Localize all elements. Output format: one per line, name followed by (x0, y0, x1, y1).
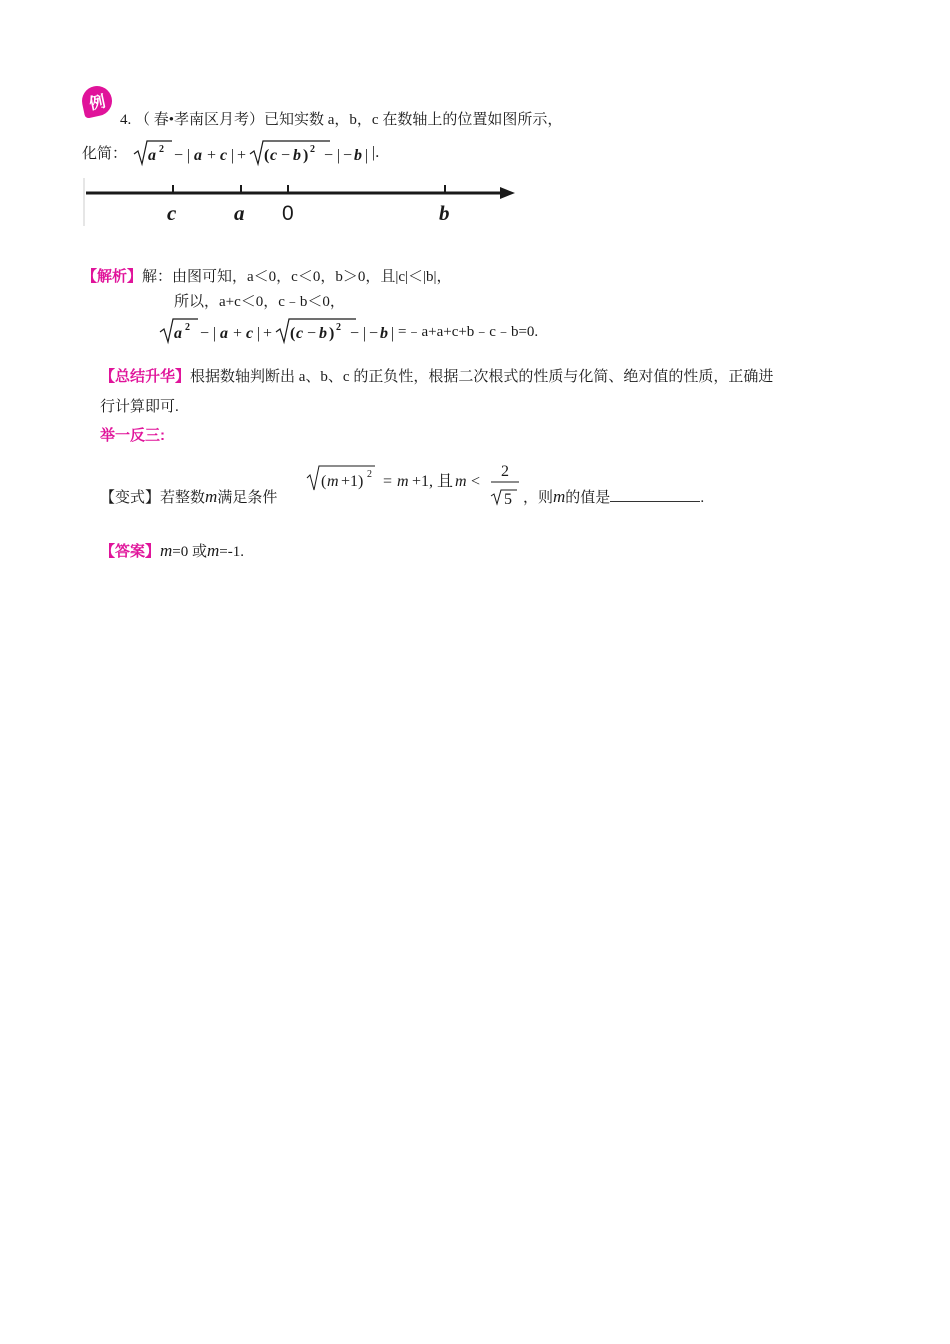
label-b: b (439, 201, 450, 225)
svg-text:−: − (324, 147, 334, 164)
svg-text:2: 2 (310, 144, 315, 155)
svg-text:−: − (350, 325, 360, 342)
svg-text:+: + (233, 325, 243, 342)
problem-statement (120, 108, 562, 129)
svg-text:+1,: +1, (412, 473, 434, 490)
analysis-tag: 【解析】 (82, 268, 143, 285)
svg-text:c: c (220, 147, 228, 164)
svg-text:−: − (369, 325, 379, 342)
label-a: a (234, 201, 245, 225)
svg-text:且: 且 (437, 473, 454, 490)
svg-text:+1): +1) (341, 473, 364, 490)
svg-text:): ) (303, 147, 309, 164)
svg-text:2: 2 (185, 322, 190, 333)
svg-text:|: | (187, 147, 191, 164)
svg-text:−: − (307, 325, 317, 342)
svg-text:−: − (200, 325, 210, 342)
svg-text:(: ( (290, 325, 296, 342)
variant-tag: 【变式】 (100, 490, 161, 506)
svg-text:|: | (365, 147, 369, 164)
svg-text:|: | (257, 325, 261, 342)
svg-text:a: a (194, 147, 202, 164)
svg-text:+: + (207, 147, 217, 164)
svg-text:+: + (237, 147, 247, 164)
variant-text-part1: 【变式】若整数m满足条件 (100, 487, 278, 506)
svg-text:a: a (220, 325, 228, 342)
svg-text:c: c (296, 325, 304, 342)
summary-line2: 行计算即可. (100, 399, 179, 415)
svg-text:c: c (246, 325, 254, 342)
svg-text:|: | (363, 325, 367, 342)
label-zero: 0 (282, 202, 294, 225)
axis-arrow (500, 187, 515, 199)
analysis-expression (158, 316, 408, 348)
svg-text:2: 2 (336, 322, 341, 333)
simplify-label: 化简： (82, 146, 128, 162)
answer-line: 【答案】m=0 或m=-1. (100, 541, 245, 560)
answer-tag: 【答案】 (100, 543, 161, 560)
analysis-line1: 【解析】解：由图可知，a＜0，c＜0，b＞0，且|c|＜|b|， (82, 268, 452, 285)
svg-text:): ) (329, 325, 335, 342)
summary-tag: 【总结升华】 (100, 368, 191, 385)
svg-text:|: | (231, 147, 235, 164)
svg-text:a: a (174, 325, 182, 342)
svg-text:−: − (174, 147, 184, 164)
variant-text-part2: ，则m的值是 . (523, 487, 705, 506)
analysis-line2: 所以，a+c＜0，c﹣b＜0， (174, 294, 345, 310)
svg-text:a: a (148, 147, 156, 164)
label-c: c (167, 201, 177, 225)
svg-text:5: 5 (504, 491, 512, 508)
svg-text:m: m (455, 473, 467, 490)
svg-text:b: b (380, 325, 388, 342)
summary-line1: 【总结升华】根据数轴判断出 a、b、c 的正负性，根据二次根式的性质与化简、绝对值的性质，正确进 (100, 368, 774, 385)
svg-text:c: c (270, 147, 278, 164)
svg-text:b: b (354, 147, 362, 164)
svg-text:(: ( (321, 473, 327, 490)
svg-text:|: | (213, 325, 217, 342)
simplify-expression (132, 138, 392, 168)
svg-text:−: − (281, 147, 291, 164)
svg-text:b: b (293, 147, 301, 164)
svg-text:<: < (471, 473, 481, 490)
svg-text:m: m (397, 473, 409, 490)
svg-text:2: 2 (501, 463, 509, 480)
svg-text:2: 2 (367, 469, 372, 480)
svg-text:+: + (263, 325, 273, 342)
svg-text:−: − (343, 147, 353, 164)
variant-condition-formula (305, 460, 530, 512)
svg-text:m: m (327, 473, 339, 490)
number-line (82, 178, 522, 228)
svg-text:2: 2 (159, 144, 164, 155)
svg-text:|: | (391, 325, 395, 342)
svg-text:|: | (337, 147, 341, 164)
answer-blank[interactable] (610, 487, 700, 502)
problem-source: （ 春•孝南区月考）已知实数 a，b，c 在数轴上的位置如图所示， (135, 112, 563, 128)
problem-number: 4. (120, 112, 132, 128)
svg-text:b: b (319, 325, 327, 342)
svg-text:|.: |. (372, 144, 380, 161)
svg-text:(: ( (264, 147, 270, 164)
practice-heading: 举一反三: (100, 427, 165, 444)
example-badge: 例 (79, 83, 115, 119)
svg-text:=: = (383, 473, 393, 490)
analysis-result: =﹣a+a+c+b﹣c﹣b=0. (398, 324, 539, 340)
